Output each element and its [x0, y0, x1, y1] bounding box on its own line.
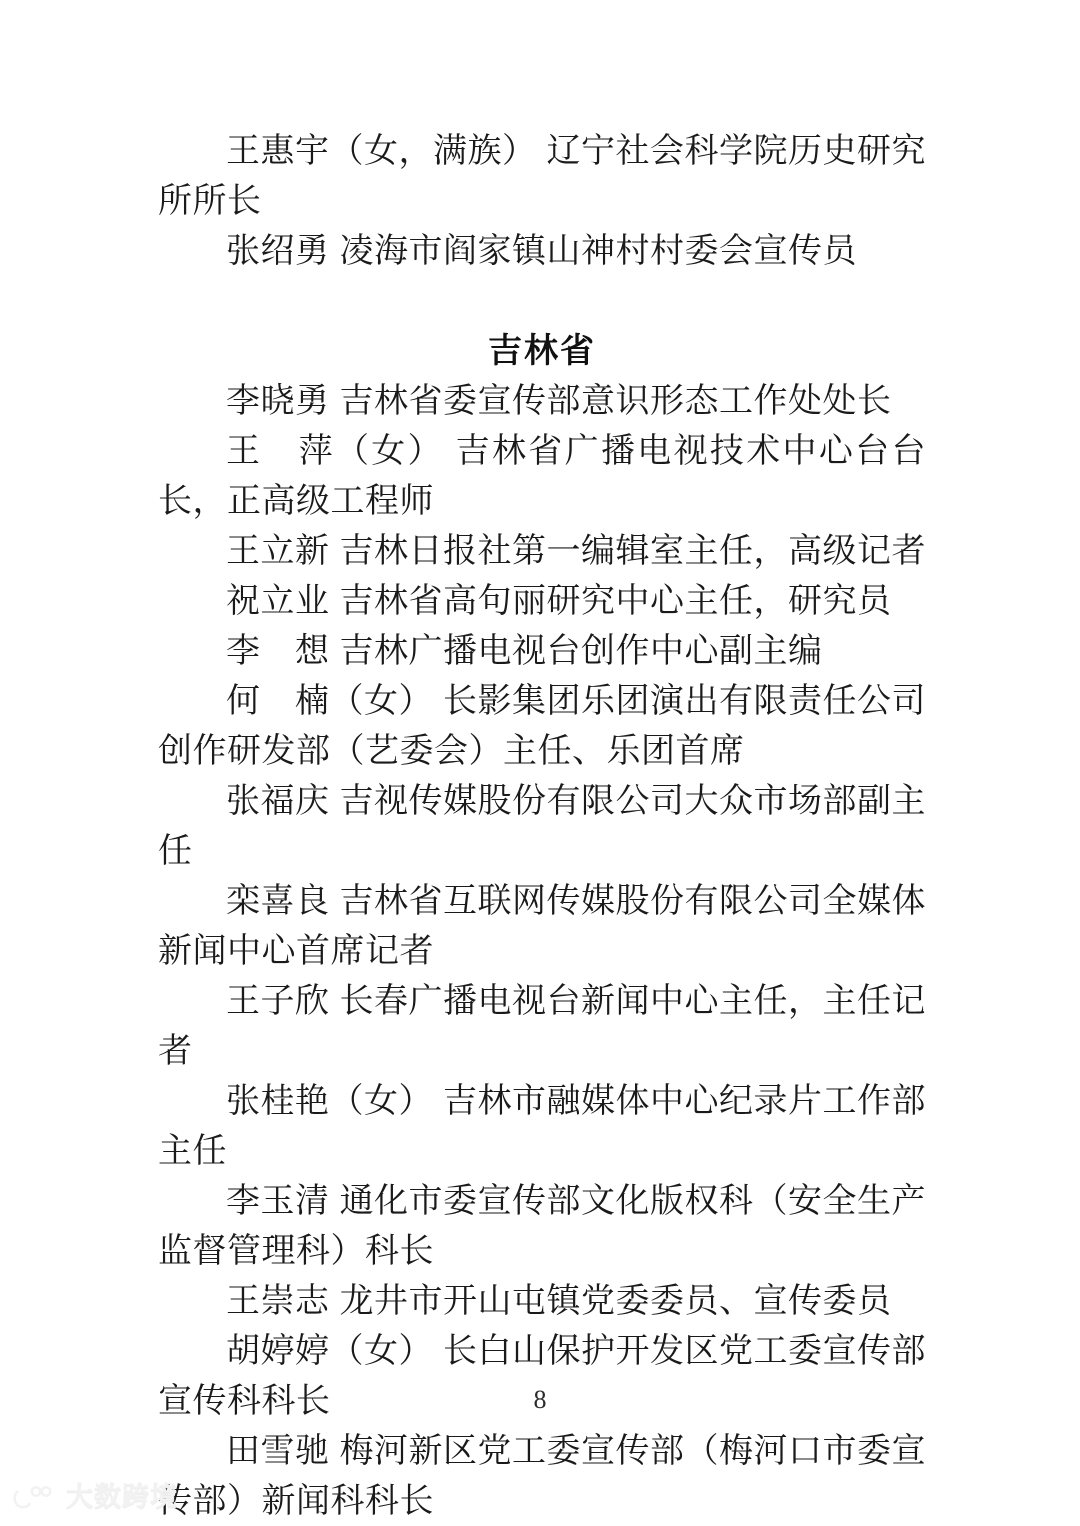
roster-entry: 李 想 吉林广播电视台创作中心副主编: [226, 632, 823, 670]
watermark-label: 大数跨境: [66, 1481, 178, 1512]
section-heading: 吉林省: [488, 332, 596, 370]
roster-entry: 张桂艳（女） 吉林市融媒体中心纪录片工作部主任: [158, 1082, 926, 1170]
roster-entry: 何 楠（女） 长影集团乐团演出有限责任公司创作研发部（艺委会）主任、乐团首席: [158, 682, 926, 770]
roster-entry: 李晓勇 吉林省委宣传部意识形态工作处处长: [226, 382, 892, 420]
document-body: [158, 126, 926, 1526]
watermark: [12, 1482, 178, 1512]
blank-line: [158, 276, 926, 326]
roster-entry: 张福庆 吉视传媒股份有限公司大众市场部副主任: [158, 782, 926, 870]
roster-entry: 祝立业 吉林省高句丽研究中心主任，研究员: [226, 582, 892, 620]
roster-entry: 李玉清 通化市委宣传部文化版权科（安全生产监督管理科）科长: [158, 1182, 926, 1270]
roster-entry: 胡婷婷（女） 长白山保护开发区党工委宣传部宣传科科长: [158, 1332, 926, 1420]
roster-entry: 王惠宇（女，满族） 辽宁社会科学院历史研究所所长: [158, 132, 926, 220]
roster-entry: 王崇志 龙井市开山屯镇党委委员、宣传委员: [226, 1282, 892, 1320]
roster-entry: 王子欣 长春广播电视台新闻中心主任，主任记者: [158, 982, 926, 1070]
roster-entry: 栾喜良 吉林省互联网传媒股份有限公司全媒体新闻中心首席记者: [158, 882, 926, 970]
roster-entry: 王立新 吉林日报社第一编辑室主任，高级记者: [226, 532, 926, 570]
roster-entry: 张绍勇 凌海市阎家镇山神村村委会宣传员: [226, 232, 857, 270]
logo-mark-icon: [12, 1482, 58, 1512]
roster-entry: 田雪驰 梅河新区党工委宣传部（梅河口市委宣传部）新闻科科长: [158, 1432, 926, 1520]
roster-entry: 王 萍（女） 吉林省广播电视技术中心台台长，正高级工程师: [158, 432, 926, 520]
page-number: 8: [533, 1385, 547, 1414]
